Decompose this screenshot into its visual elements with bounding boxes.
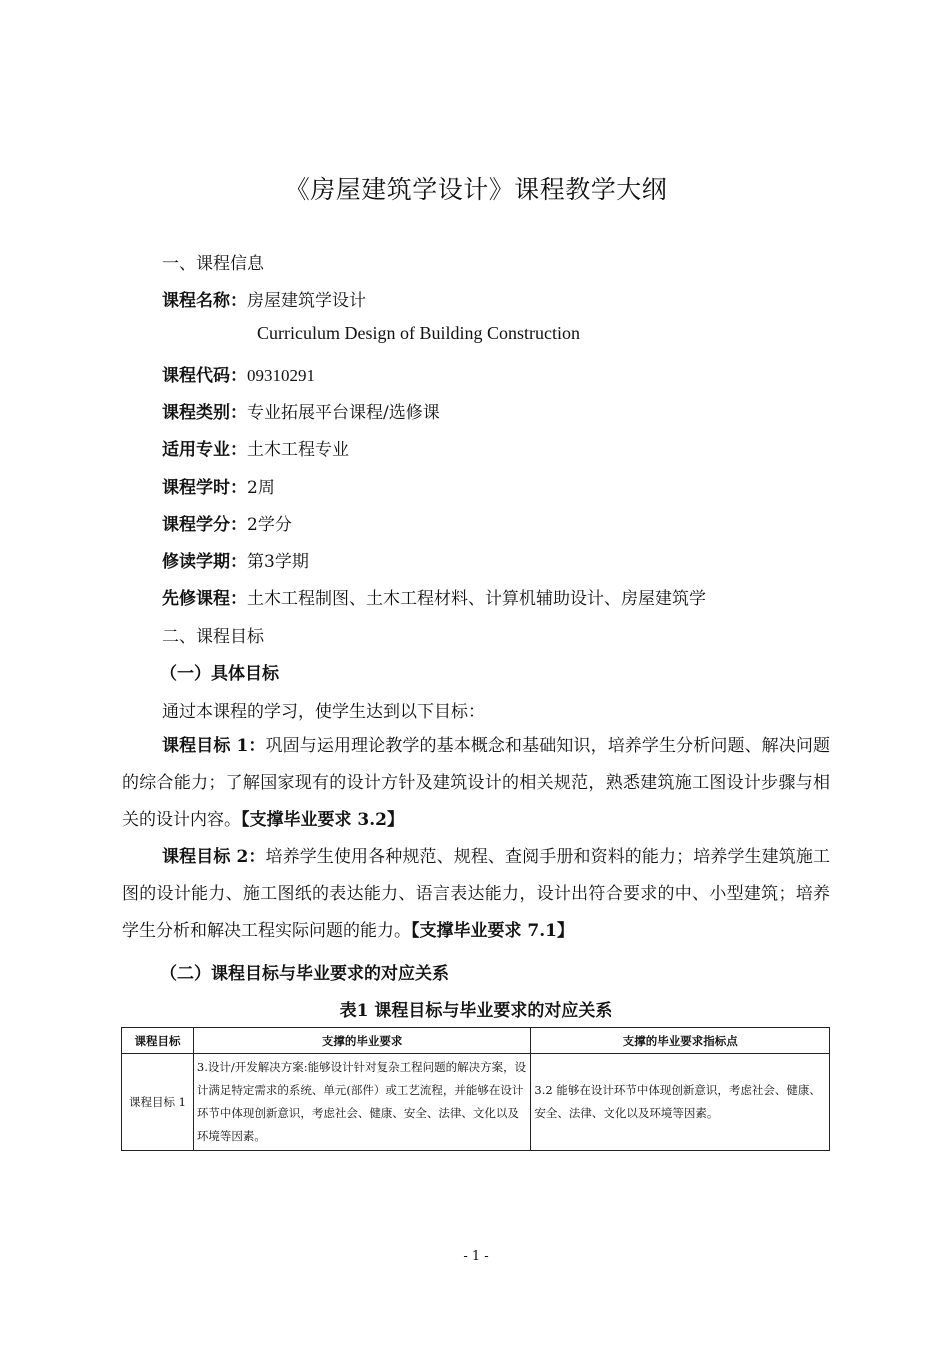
course-category-label: 课程类别： xyxy=(162,403,247,423)
course-credits-row xyxy=(162,510,292,535)
prerequisite-value: 土木工程制图、土木工程材料、计算机辅助设计、房屋建筑学 xyxy=(247,589,706,609)
applicable-major-label: 适用专业： xyxy=(162,440,247,460)
table-row xyxy=(122,1054,830,1151)
course-category-value: 专业拓展平台课程/选修课 xyxy=(247,403,440,423)
course-name-label: 课程名称： xyxy=(162,291,247,311)
course-hours-label: 课程学时： xyxy=(162,478,247,498)
course-hours-row xyxy=(162,473,275,498)
applicable-major-row xyxy=(162,435,349,460)
page-title: 《房屋建筑学设计》课程教学大纲 xyxy=(284,175,668,204)
goal-1-label: 课程目标 1： xyxy=(162,736,266,756)
course-code-row xyxy=(162,361,315,386)
subsection-goal-mapping: （二）课程目标与毕业要求的对应关系 xyxy=(160,964,449,984)
table-cell-requirement: 3.设计/开发解决方案:能够设计针对复杂工程问题的解决方案，设计满足特定需求的系统、单元(部件）或工艺流程，并能够在设计环节中体现创新意识，考虑社会、健康、安全、法律、文化以及环境等因素。 xyxy=(193,1054,531,1151)
page-number: - 1 - xyxy=(463,1249,489,1264)
table-header-row xyxy=(122,1028,830,1054)
prerequisite-row xyxy=(162,584,706,609)
goal-1-paragraph xyxy=(122,728,830,839)
table-caption: 表1 课程目标与毕业要求的对应关系 xyxy=(339,1001,613,1021)
course-credits-value: 2学分 xyxy=(247,515,292,535)
semester-label: 修读学期： xyxy=(162,552,247,572)
goal-mapping-table xyxy=(121,1027,830,1151)
table-cell-goal: 课程目标 1 xyxy=(122,1054,194,1151)
section-heading-course-goals: 二、课程目标 xyxy=(162,627,264,647)
table-header-goal: 课程目标 xyxy=(122,1028,194,1054)
prerequisite-label: 先修课程： xyxy=(162,589,247,609)
goal-2-paragraph xyxy=(122,839,830,950)
table-header-requirement: 支撑的毕业要求 xyxy=(193,1028,531,1054)
course-code-label: 课程代码： xyxy=(162,366,247,386)
applicable-major-value: 土木工程专业 xyxy=(247,440,349,460)
subsection-specific-goals: （一）具体目标 xyxy=(160,664,279,684)
semester-row xyxy=(162,547,309,572)
section-heading-course-info: 一、课程信息 xyxy=(162,254,264,274)
semester-value: 第3学期 xyxy=(247,552,309,572)
course-hours-value: 2周 xyxy=(247,478,275,498)
goal-2-label: 课程目标 2： xyxy=(162,847,266,867)
goals-intro: 通过本课程的学习，使学生达到以下目标： xyxy=(162,702,485,722)
goal-1-support: 【支撑毕业要求 3.2】 xyxy=(241,810,404,830)
course-name-cn: 房屋建筑学设计 xyxy=(247,291,366,311)
course-credits-label: 课程学分： xyxy=(162,515,247,535)
goal-1-text: 巩固与运用理论教学的基本概念和基础知识，培养学生分析问题、解决问题的综合能力；了解国家现有的设计方针及建筑设计的相关规范，熟悉建筑施工图设计步骤与相关的设计内容。 xyxy=(122,736,831,830)
course-category-row xyxy=(162,398,440,423)
table-cell-indicator: 3.2 能够在设计环节中体现创新意识，考虑社会、健康、安全、法律、文化以及环境等因素。 xyxy=(531,1054,830,1151)
course-name-row xyxy=(162,286,366,311)
table-header-indicator: 支撑的毕业要求指标点 xyxy=(531,1028,830,1054)
goal-2-support: 【支撑毕业要求 7.1】 xyxy=(411,921,574,941)
goal-2-text: 培养学生使用各种规范、规程、查阅手册和资料的能力；培养学生建筑施工图的设计能力、施工图纸的表达能力、语言表达能力，设计出符合要求的中、小型建筑；培养学生分析和解决工程实际问题的能力。 xyxy=(122,847,831,941)
course-code-value: 09310291 xyxy=(247,366,315,385)
course-name-en: Curriculum Design of Building Construction xyxy=(257,323,580,343)
